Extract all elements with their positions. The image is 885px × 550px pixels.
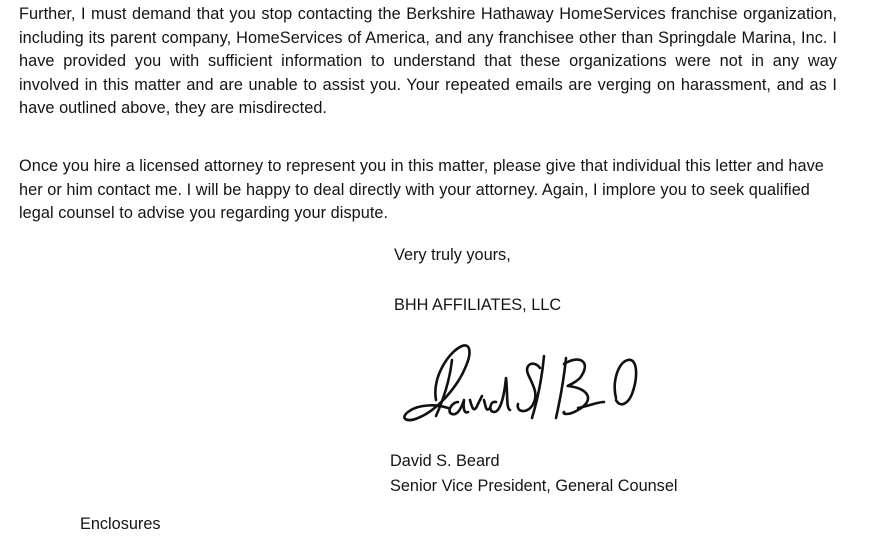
signer-name: David S. Beard [390,452,500,470]
complimentary-closing: Very truly yours, [394,246,511,264]
handwritten-signature [392,338,652,434]
enclosures-label: Enclosures [80,515,161,533]
body-paragraph-2: Once you hire a licensed attorney to represent you in this matter, please give that individual this letter and have her or him contact me. I will be happy to deal directly with your attorney. Again, I implore you to seek qualified legal counsel to advise you regarding your dispute. [19,157,824,222]
company-name: BHH AFFILIATES, LLC [394,296,562,314]
signer-title: Senior Vice President, General Counsel [390,477,678,495]
body-paragraph-1: Further, I must demand that you stop contacting the Berkshire Hathaway HomeServices franchise organization, including its parent company, HomeServices of America, and any franchisee other than Springdale Marina, Inc. I have provided you with sufficient information to understand that these organizations were not in any way involved in this matter and are unable to assist you. Your repeated emails are verging on harassment, and as I have outlined above, they are misdirected. [19,5,837,117]
